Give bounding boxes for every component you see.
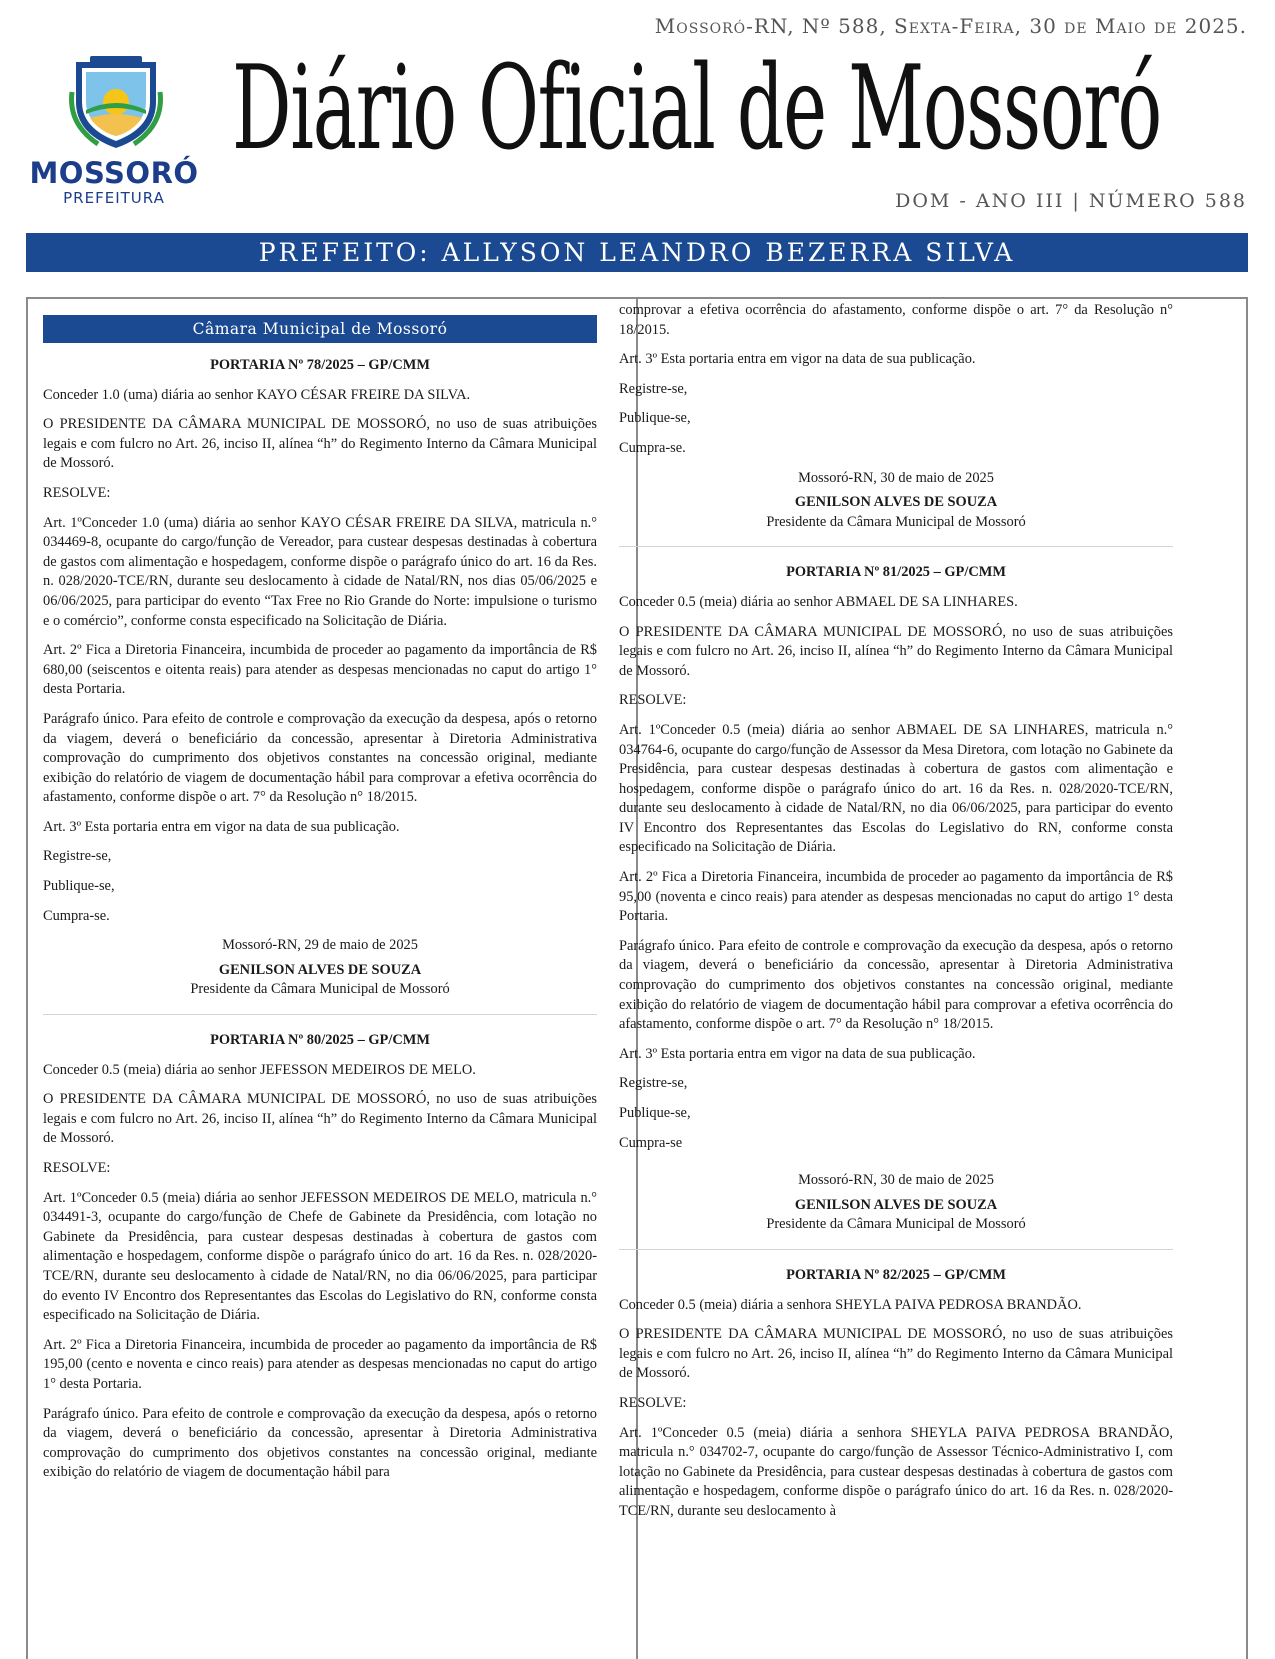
mayor-banner: PREFEITO: ALLYSON LEANDRO BEZERRA SILVA [26, 233, 1248, 272]
signer-name: GENILSON ALVES DE SOUZA [794, 1196, 998, 1213]
section-header: Câmara Municipal de Mossoró [43, 315, 597, 343]
portaria-summary: Conceder 0.5 (meia) diária ao senhor JEFESSON MEDEIROS DE MELO. [43, 1061, 476, 1078]
portaria-cumpra: Cumpra-se. [619, 439, 686, 456]
portaria-resolve: RESOLVE: [619, 692, 687, 709]
masthead-title: Diário Oficial de Mossoró [232, 41, 1161, 176]
portaria-resolve: RESOLVE: [43, 484, 111, 501]
logo-subtitle: PREFEITURA [63, 189, 165, 207]
portaria-resolve: RESOLVE: [619, 1394, 687, 1411]
portaria-art3: Art. 3º Esta portaria entra em vigor na data de sua publicação. [619, 1045, 976, 1062]
portaria-paragrafo: Parágrafo único. Para efeito de controle e comprovação da execução da despesa, após o retorno da viagem, deverá o beneficiário da concessão, apresentar à Diretoria Administrativa comprovação do cumprimento dos objetivos constantes na concessão original, mediante exibição do relatório de viagem de documentação hábil para comprovar a efetiva ocorrência do afastamento, conforme dispõe o art. 7° da Resolução n° 18/2015. [43, 710, 597, 806]
portaria-title: PORTARIA Nº 82/2025 – GP/CMM [786, 1266, 1006, 1283]
signer-name: GENILSON ALVES DE SOUZA [218, 961, 422, 978]
portaria-registre: Registre-se, [619, 380, 688, 397]
separator [43, 1014, 597, 1015]
portaria-art1: Art. 1ºConceder 0.5 (meia) diária ao senhor JEFESSON MEDEIROS DE MELO, matricula n.° 034491-3, ocupante do cargo/função de Chefe de Gabinete da Presidência, com lotação no Gabinete da Presidência, para custear despesas destinadas à cobertura de gastos com alimentação e hospedagem, conforme dispõe o parágrafo único do art. 16 da Res. n. 028/2020-TCE/RN, durante seu deslocamento à cidade de Natal/RN, no dia 06/06/2025, para participar do evento IV Encontro dos Representantes das Escolas do Legislativo do RN, conforme consta especificado na Solicitação de Diária. [43, 1189, 597, 1324]
portaria-summary: Conceder 1.0 (uma) diária ao senhor KAYO CÉSAR FREIRE DA SILVA. [43, 386, 471, 403]
portaria-date: Mossoró-RN, 29 de maio de 2025 [222, 937, 418, 954]
portaria-publique: Publique-se, [619, 410, 691, 427]
portaria-art1: Art. 1ºConceder 0.5 (meia) diária a senhora SHEYLA PAIVA PEDROSA BRANDÃO, matricula n.° 034702-7, ocupante do cargo/função de Assessor Técnico-Administrativo I, com lotação no Gabinete da Presidência, para custear despesas destinadas à cobertura de gastos com alimentação e hospedagem, conforme dispõe o parágrafo único do art. 16 da Res. n. 028/2020-TCE/RN, durante seu deslocamento à [619, 1424, 1173, 1519]
portaria-cumpra: Cumpra-se. [43, 907, 110, 924]
portaria-summary: Conceder 0.5 (meia) diária ao senhor ABMAEL DE SA LINHARES. [619, 593, 1018, 610]
portaria-preamble: O PRESIDENTE DA CÂMARA MUNICIPAL DE MOSSORÓ, no uso de suas atribuições legais e com fulcro no Art. 26, inciso II, alínea “h” do Regimento Interno da Câmara Municipal de Mossoró. [619, 1326, 1173, 1382]
signer-role: Presidente da Câmara Municipal de Mossoró [190, 981, 450, 998]
portaria-art1: Art. 1ºConceder 1.0 (uma) diária ao senhor KAYO CÉSAR FREIRE DA SILVA, matricula n.° 034469-8, ocupante do cargo/função de Vereador, para custear despesas destinadas à cobertura de gastos com alimentação e hospedagem, conforme dispõe o parágrafo único do art. 16 da Res. n. 028/2020-TCE/RN, durante seu deslocamento à cidade de Natal/RN, nos dias 05/06/2025 e 06/06/2025, para participar do evento “Tax Free no Rio Grande do Norte: impulsione o turismo e o comércio”, conforme consta especificado na Solicitação de Diária. [43, 514, 597, 629]
portaria-title: PORTARIA Nº 81/2025 – GP/CMM [786, 564, 1006, 581]
portaria-publique: Publique-se, [43, 878, 115, 895]
portaria-title: PORTARIA Nº 78/2025 – GP/CMM [210, 357, 430, 373]
portaria-registre: Registre-se, [619, 1075, 688, 1092]
portaria-preamble: O PRESIDENTE DA CÂMARA MUNICIPAL DE MOSSORÓ, no uso de suas atribuições legais e com fulcro no Art. 26, inciso II, alínea “h” do Regimento Interno da Câmara Municipal de Mossoró. [43, 416, 597, 472]
portaria-paragrafo-continued: comprovar a efetiva ocorrência do afastamento, conforme dispõe o art. 7° da Resolução n° 18/2015. [619, 302, 1173, 338]
separator [619, 1249, 1173, 1250]
portaria-preamble: O PRESIDENTE DA CÂMARA MUNICIPAL DE MOSSORÓ, no uso de suas atribuições legais e com fulcro no Art. 26, inciso II, alínea “h” do Regimento Interno da Câmara Municipal de Mossoró. [43, 1091, 597, 1147]
right-column [619, 299, 1173, 1532]
portaria-art3: Art. 3º Esta portaria entra em vigor na data de sua publicação. [43, 818, 400, 835]
portaria-paragrafo: Parágrafo único. Para efeito de controle e comprovação da execução da despesa, após o retorno da viagem, deverá o beneficiário da concessão, apresentar à Diretoria Administrativa comprovação do cumprimento dos objetivos constantes na concessão original, mediante exibição do relatório de viagem de documentação hábil para comprovar a efetiva ocorrência do afastamento, conforme dispõe o art. 7° da Resolução n° 18/2015. [619, 937, 1173, 1033]
logo-name: MOSSORÓ [29, 156, 199, 190]
header-dateline: Mossoró-RN, Nº 588, Sexta-Feira, 30 de Maio de 2025. [654, 14, 1247, 38]
signer-name: GENILSON ALVES DE SOUZA [794, 494, 998, 511]
portaria-cumpra: Cumpra-se [619, 1134, 683, 1151]
portaria-summary: Conceder 0.5 (meia) diária a senhora SHEYLA PAIVA PEDROSA BRANDÃO. [619, 1296, 1082, 1313]
portaria-resolve: RESOLVE: [43, 1160, 111, 1176]
left-column [43, 299, 597, 1493]
portaria-art1: Art. 1ºConceder 0.5 (meia) diária ao senhor ABMAEL DE SA LINHARES, matricula n.° 034764-6, ocupante do cargo/função de Assessor da Mesa Diretora, com lotação no Gabinete da Presidência, para custear despesas destinadas à cobertura de gastos com alimentação e hospedagem, conforme dispõe o parágrafo único do art. 16 da Res. n. 028/2020-TCE/RN, durante seu deslocamento à cidade de Natal/RN, no dia 06/06/2025, para participar do evento IV Encontro dos Representantes das Escolas do Legislativo do RN, conforme consta especificado na Solicitação de Diária. [619, 721, 1173, 856]
portaria-registre: Registre-se, [43, 848, 112, 865]
signer-role: Presidente da Câmara Municipal de Mossoró [766, 1216, 1026, 1233]
portaria-paragrafo: Parágrafo único. Para efeito de controle e comprovação da execução da despesa, após o retorno da viagem, deverá o beneficiário da concessão, apresentar à Diretoria Administrativa comprovação do cumprimento dos objetivos constantes na concessão original, mediante exibição do relatório de viagem de documentação hábil para [43, 1405, 597, 1481]
portaria-date: Mossoró-RN, 30 de maio de 2025 [798, 1172, 994, 1189]
prefeitura-logo [24, 52, 204, 207]
edition-number: DOM - ANO III | NÚMERO 588 [895, 190, 1247, 212]
content-frame [26, 297, 1248, 1659]
portaria-date: Mossoró-RN, 30 de maio de 2025 [798, 469, 994, 486]
signer-role: Presidente da Câmara Municipal de Mossoró [766, 513, 1026, 530]
portaria-preamble: O PRESIDENTE DA CÂMARA MUNICIPAL DE MOSSORÓ, no uso de suas atribuições legais e com fulcro no Art. 26, inciso II, alínea “h” do Regimento Interno da Câmara Municipal de Mossoró. [619, 623, 1173, 679]
portaria-art3: Art. 3º Esta portaria entra em vigor na data de sua publicação. [619, 351, 976, 368]
portaria-art2: Art. 2º Fica a Diretoria Financeira, incumbida de proceder ao pagamento da importância de R$ 680,00 (seiscentos e oitenta reais) para atender as despesas mencionadas no caput do artigo 1° desta Portaria. [43, 642, 597, 698]
city-crest-icon [68, 52, 164, 152]
portaria-title: PORTARIA Nº 80/2025 – GP/CMM [210, 1032, 430, 1049]
portaria-art2: Art. 2º Fica a Diretoria Financeira, incumbida de proceder ao pagamento da importância de R$ 95,00 (noventa e cinco reais) para atender as despesas mencionadas no caput do artigo 1° desta Portaria. [619, 869, 1173, 925]
separator [619, 546, 1173, 547]
portaria-publique: Publique-se, [619, 1105, 691, 1121]
portaria-art2: Art. 2º Fica a Diretoria Financeira, incumbida de proceder ao pagamento da importância de R$ 195,00 (cento e noventa e cinco reais) para atender as despesas mencionadas no caput do artigo 1° desta Portaria. [43, 1336, 597, 1392]
